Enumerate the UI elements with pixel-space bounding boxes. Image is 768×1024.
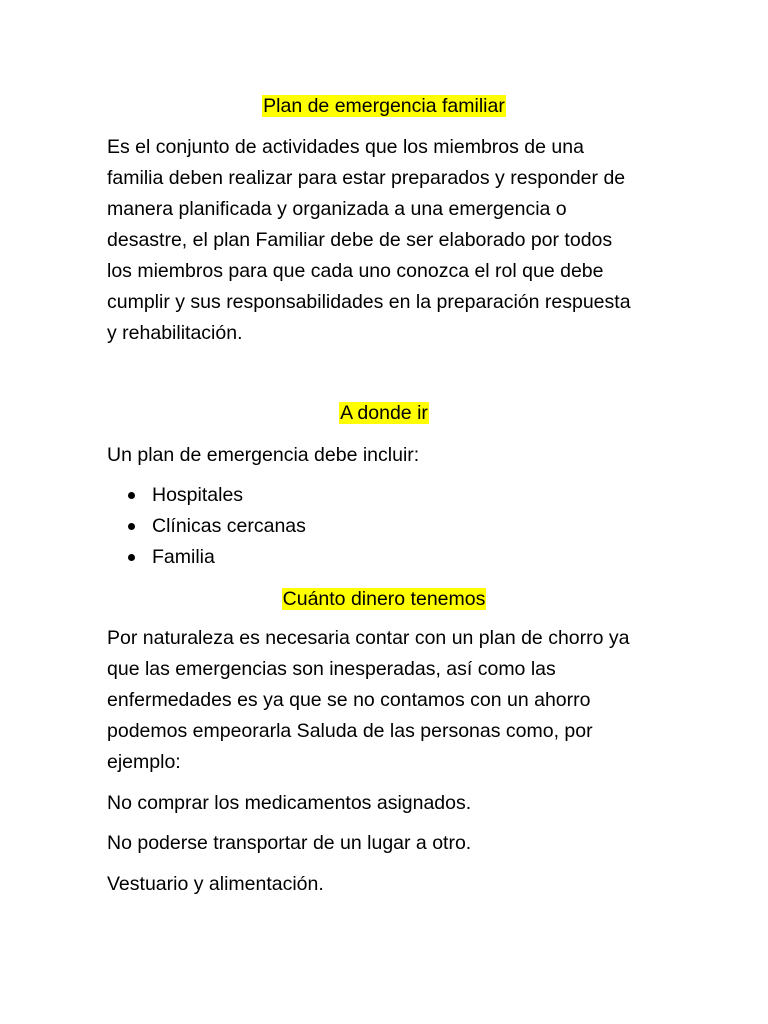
- paragraph-dinero: [107, 623, 677, 778]
- heading-plan-emergencia: [0, 93, 768, 119]
- heading-cuanto-dinero-text: Cuánto dinero tenemos: [282, 588, 486, 610]
- heading-a-donde-ir-text: A donde ir: [340, 402, 428, 424]
- paragraph-line: enfermedades es ya que se no contamos con un ahorro: [107, 689, 591, 711]
- list-item: [126, 511, 306, 542]
- paragraph-line: cumplir y sus responsabilidades en la preparación respuesta: [107, 291, 631, 313]
- bullet-icon: [128, 492, 135, 499]
- paragraph-line: Es el conjunto de actividades que los miembros de una: [107, 136, 584, 158]
- line-transporte: No poderse transportar de un lugar a otro.: [107, 832, 472, 854]
- paragraph-line: manera planificada y organizada a una emergencia o: [107, 198, 567, 220]
- bullet-list: [126, 480, 306, 573]
- paragraph-line: familia deben realizar para estar preparados y responder de: [107, 167, 626, 189]
- list-item: [126, 542, 306, 573]
- paragraph-line: desastre, el plan Familiar debe de ser elaborado por todos: [107, 229, 613, 251]
- bullet-icon: [128, 523, 135, 530]
- list-item-label: Clínicas cercanas: [152, 515, 306, 537]
- list-item-label: Hospitales: [152, 484, 244, 506]
- paragraph-line: Por naturaleza es necesaria contar con un plan de chorro ya: [107, 627, 630, 649]
- paragraph-line: y rehabilitación.: [107, 322, 243, 344]
- list-item-label: Familia: [152, 546, 215, 568]
- heading-cuanto-dinero: [0, 586, 768, 612]
- paragraph-line: que las emergencias son inesperadas, así como las: [107, 658, 556, 680]
- bullet-icon: [128, 554, 135, 561]
- line-medicamentos: No comprar los medicamentos asignados.: [107, 792, 472, 814]
- paragraph-line: los miembros para que cada uno conozca el rol que debe: [107, 260, 604, 282]
- line-vestuario: Vestuario y alimentación.: [107, 873, 324, 895]
- paragraph-line: ejemplo:: [107, 751, 181, 773]
- list-intro: Un plan de emergencia debe incluir:: [107, 444, 420, 466]
- list-item: [126, 480, 306, 511]
- heading-a-donde-ir: [0, 400, 768, 426]
- paragraph-plan-definition: [107, 132, 677, 349]
- paragraph-line: podemos empeorarla Saluda de las personas como, por: [107, 720, 593, 742]
- heading-plan-emergencia-text: Plan de emergencia familiar: [263, 95, 505, 117]
